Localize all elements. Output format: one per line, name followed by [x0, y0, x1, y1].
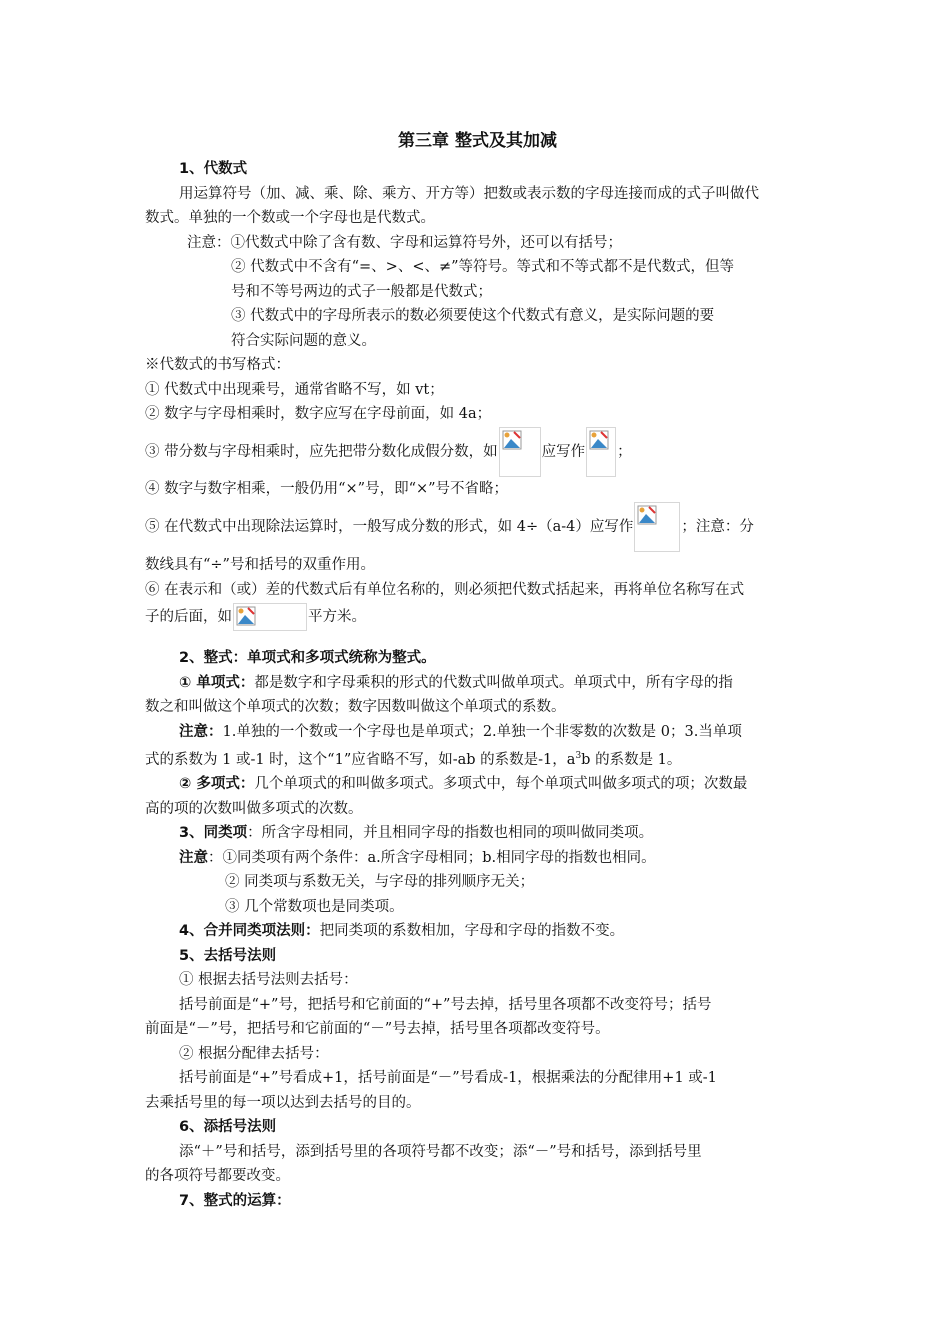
note-line: [145, 846, 810, 871]
format-rule: ② 数字与字母相乘时，数字应写在字母前面，如 4a；: [145, 406, 492, 422]
rule-line: 括号前面是“+”号，把括号和它前面的“+”号去掉，括号里各项都不改变符号；括号: [179, 996, 712, 1013]
format-rule-text: ③ 带分数与字母相乘时，应先把带分数化成假分数，如: [145, 443, 498, 460]
monomial-text: 都是数字和字母乘积的形式的代数式叫做单项式。单项式中，所有字母的指: [254, 674, 733, 691]
polynomial-label: ② 多项式：: [179, 776, 255, 793]
section-4-heading: 4、合并同类项法则：: [179, 923, 320, 940]
note-line: [145, 744, 810, 772]
format-rule-text: 应写作: [541, 443, 586, 460]
format-rule: [145, 602, 810, 632]
rule-line: ① 根据去括号法则去括号：: [179, 972, 358, 989]
section-2-heading: 2、整式：单项式和多项式统称为整式。: [179, 650, 436, 666]
section-1-heading: 1、代数式: [179, 161, 248, 177]
section-spacer: [145, 632, 810, 646]
chapter-title: 第三章 整式及其加减: [398, 131, 557, 151]
definition-line: 用运算符号（加、减、乘、除、乘方、开方等）把数或表示数的字母连接而成的式子叫做代: [179, 185, 759, 202]
format-rule: [145, 427, 810, 477]
polynomial-text: 几个单项式的和叫做多项式。多项式中，每个单项式叫做多项式的项；次数最: [254, 776, 748, 793]
note-text: 式的系数为 1 或-1 时，这个“1”应省略不写，如-ab 的系数是-1，a: [145, 751, 576, 768]
note-line: 号和不等号两边的式子一般都是代数式；: [231, 283, 492, 300]
note-line: ② 同类项与系数无关，与字母的排列顺序无关；: [225, 874, 535, 891]
format-rule-text: ⑤ 在代数式中出现除法运算时，一般写成分数的形式，如 4÷（a-4）应写作: [145, 519, 634, 535]
note-line: ③ 几个常数项也是同类项。: [225, 898, 404, 915]
rule-line: 括号前面是“+”号看成+1，括号前面是“－”号看成-1，根据乘法的分配律用+1 或-1: [179, 1070, 717, 1087]
format-rule: ① 代数式中出现乘号，通常省略不写，如 vt；: [145, 381, 444, 398]
section-3-text: ：所含字母相同，并且相同字母的指数也相同的项叫做同类项。: [247, 825, 654, 842]
note-line: 符合实际问题的意义。: [231, 332, 376, 349]
format-rule-text: 子的后面，如: [145, 609, 232, 625]
note-line: ② 代数式中不含有“=、>、<、≠”等符号。等式和不等式都不是代数式，但等: [231, 259, 735, 275]
broken-image-icon: [499, 427, 541, 477]
section-7-heading: 7、整式的运算：: [179, 1192, 291, 1209]
rule-line: 前面是“－”号，把括号和它前面的“－”号去掉，括号里各项都改变符号。: [145, 1021, 610, 1038]
format-rule-text: ；: [617, 443, 632, 460]
rule-line: 去乘括号里的每一项以达到去括号的目的。: [145, 1094, 421, 1111]
definition-line: 数式。单独的一个数或一个字母也是代数式。: [145, 210, 435, 226]
section-3-heading: 3、同类项: [179, 825, 248, 842]
note-line: ③ 代数式中的字母所表示的数必须要使这个代数式有意义，是实际问题的要: [231, 308, 715, 324]
broken-image-icon: [586, 427, 616, 477]
section-3-line: [145, 821, 810, 846]
polynomial-line: [145, 772, 810, 797]
note-text: 1.单独的一个数或一个字母也是单项式；2.单独一个非零数的次数是 0；3.当单项: [222, 723, 742, 740]
rule-line: 的各项符号都要改变。: [145, 1168, 290, 1185]
note-text: ：①同类项有两个条件：a.所含字母相同；b.相同字母的指数也相同。: [208, 849, 656, 866]
note-label: 注意: [179, 849, 208, 866]
section-4-text: 把同类项的系数相加，字母和字母的指数不变。: [319, 923, 625, 940]
format-rule-text: 平方米。: [308, 609, 366, 625]
monomial-label: ① 单项式：: [179, 674, 255, 691]
rule-line: 添“＋”号和括号，添到括号里的各项符号都不改变；添“－”号和括号，添到括号里: [179, 1143, 702, 1160]
format-rule: [145, 501, 810, 553]
rule-line: ② 根据分配律去括号：: [179, 1045, 329, 1062]
format-rule: 数线具有“÷”号和括号的双重作用。: [145, 557, 375, 573]
document-page: [145, 118, 810, 1213]
section-6-heading: 6、添括号法则: [179, 1119, 277, 1136]
monomial-line: 数之和叫做这个单项式的次数；数字因数叫做这个单项式的系数。: [145, 699, 566, 715]
exponent: 3: [575, 751, 582, 761]
format-heading: ※代数式的书写格式：: [145, 357, 290, 373]
format-rule-text: ；注意：分: [681, 519, 754, 535]
note-line: [145, 720, 810, 745]
note-text: b 的系数是 1。: [581, 751, 682, 768]
format-rule: ④ 数字与数字相乘，一般仍用“×”号，即“×”号不省略；: [145, 480, 509, 497]
broken-image-icon: [233, 603, 307, 631]
note-line: 注意：①代数式中除了含有数、字母和运算符号外，还可以有括号；: [187, 234, 622, 251]
monomial-line: [145, 671, 810, 696]
note-label: 注意：: [179, 723, 223, 740]
format-rule: ⑥ 在表示和（或）差的代数式后有单位名称的，则必须把代数式括起来，再将单位名称写在式: [145, 581, 745, 598]
section-4-line: [145, 919, 810, 944]
section-5-heading: 5、去括号法则: [179, 947, 277, 964]
polynomial-line: 高的项的次数叫做多项式的次数。: [145, 800, 363, 817]
broken-image-icon: [634, 502, 680, 552]
